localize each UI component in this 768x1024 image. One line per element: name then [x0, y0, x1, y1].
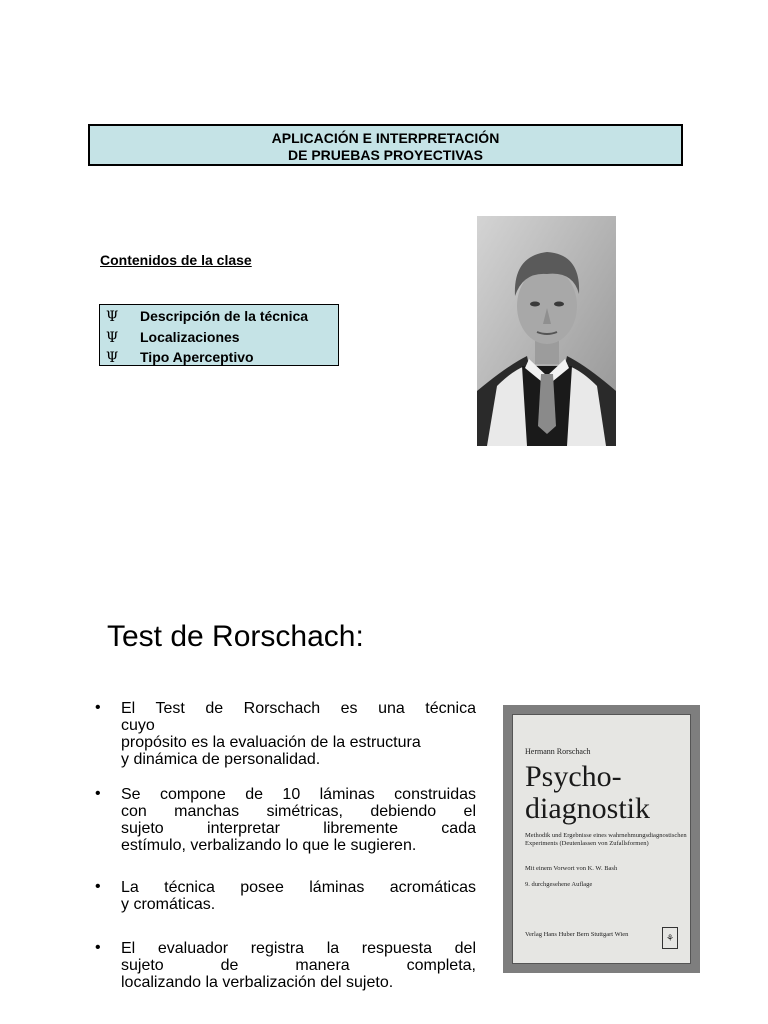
bullet-line: El evaluador registra la respuesta del	[121, 940, 476, 957]
book-cover-image	[503, 705, 700, 973]
bullet-line: con manchas simétricas, debiendo el	[121, 803, 476, 820]
psi-bullet-icon: Ψ	[106, 350, 119, 366]
book-publisher: Verlag Hans Huber Bern Stuttgart Wien	[525, 931, 629, 938]
bullet-line: El Test de Rorschach es una técnica	[121, 700, 476, 717]
bullet-line: sujeto interpretar libremente cada	[121, 820, 476, 837]
bullet-line: propósito es la evaluación de la estructura	[121, 734, 421, 751]
book-cover	[512, 714, 691, 964]
bullet-line: localizando la verbalización del sujeto.	[121, 974, 394, 991]
book-subtitle: Methodik und Ergebnisse eines wahrnehmungsdiagnostischen Experiments (Deutenlassen von Zufallsformen)	[525, 832, 687, 847]
publisher-logo-icon: ⚘	[662, 927, 678, 949]
list-item	[106, 307, 338, 328]
book-title-line2: diagnostik	[525, 792, 650, 825]
course-title-line2: DE PRUEBAS PROYECTIVAS	[288, 147, 483, 163]
book-title	[525, 761, 650, 825]
psi-bullet-icon: Ψ	[106, 329, 119, 346]
contents-list	[99, 304, 339, 366]
bullet-line: sujeto de manera completa,	[121, 957, 476, 974]
bullet-line: La técnica posee láminas acromáticas	[121, 879, 476, 896]
portrait-icon	[477, 216, 616, 446]
course-title-box	[88, 124, 683, 166]
list-item	[92, 879, 476, 913]
contents-item-label: Tipo Aperceptivo	[140, 349, 254, 365]
description-bullets	[92, 700, 476, 1009]
list-item	[106, 348, 338, 369]
list-item	[106, 328, 338, 349]
book-title-line1: Psycho-	[525, 760, 622, 793]
portrait-photo	[477, 216, 616, 446]
contents-item-label: Localizaciones	[140, 328, 240, 345]
list-item	[92, 700, 476, 768]
section-title: Test de Rorschach:	[107, 620, 364, 653]
bullet-icon: •	[95, 785, 101, 802]
bullet-line: cuyo	[121, 717, 155, 734]
list-item	[92, 786, 476, 854]
bullet-icon: •	[95, 939, 101, 956]
bullet-icon: •	[95, 699, 101, 716]
book-author: Hermann Rorschach	[525, 747, 591, 756]
bullet-line: Se compone de 10 láminas construidas	[121, 786, 476, 803]
contents-heading: Contenidos de la clase	[100, 252, 252, 268]
psi-bullet-icon: Ψ	[106, 309, 119, 325]
bullet-icon: •	[95, 878, 101, 895]
contents-item-label: Descripción de la técnica	[140, 308, 309, 324]
bullet-line: y dinámica de personalidad.	[121, 751, 321, 768]
book-foreword: Mit einem Vorwort von K. W. Bash	[525, 865, 618, 872]
course-title-line1: APLICACIÓN E INTERPRETACIÓN	[271, 130, 500, 146]
bullet-line: estímulo, verbalizando lo que le sugieren.	[121, 837, 417, 854]
bullet-line: y cromáticas.	[121, 896, 216, 913]
list-item	[92, 940, 476, 991]
book-edition: 9. durchgesehene Auflage	[525, 881, 593, 888]
